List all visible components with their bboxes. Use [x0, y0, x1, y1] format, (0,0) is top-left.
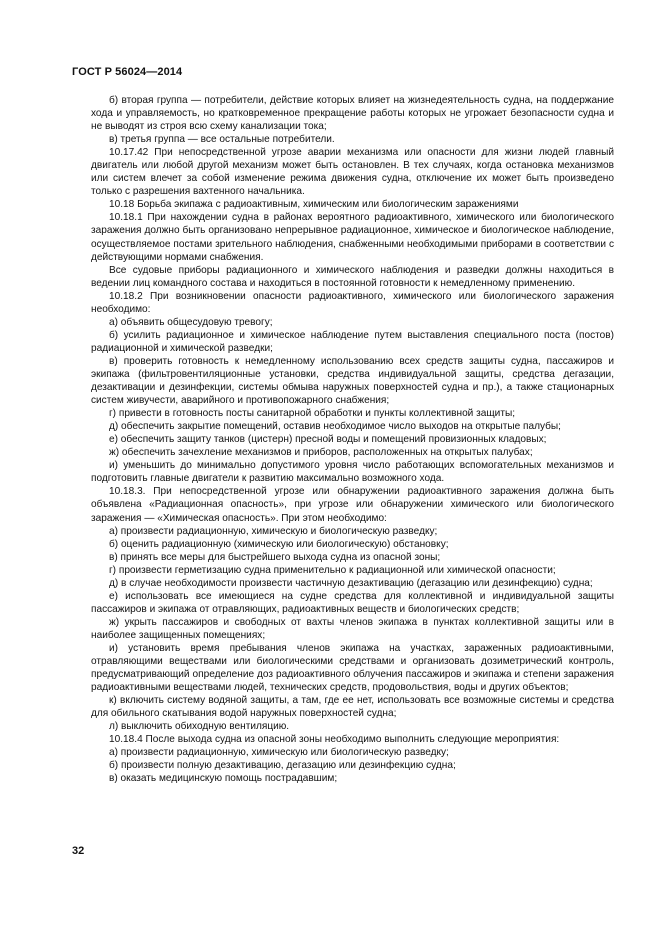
paragraph: Все судовые приборы радиационного и химического наблюдения и разведки должны находиться в ведении лиц командного состава и находиться в постоянной готовности к немедленному применению.: [91, 264, 614, 289]
standard-designation: ГОСТ Р 56024—2014: [72, 66, 183, 78]
list-item: а) произвести радиационную, химическую и биологическую разведку;: [109, 525, 438, 537]
list-item: в) принять все меры для быстрейшего выхода судна из опасной зоны;: [109, 551, 441, 563]
page-number: 32: [72, 845, 85, 857]
list-item: д) в случае необходимости произвести частичную дезактивацию (дегазацию или дезинфекцию) судна;: [109, 577, 593, 589]
list-item: ж) обеспечить зачехление механизмов и приборов, расположенных на открытых палубах;: [109, 447, 533, 459]
paragraph: 10.18.1 При нахождении судна в районах вероятного радиоактивного, химического или биологического заражения должно быть организовано непрерывное радиационное, химическое и биологическое наблюдение, осуществляемое постами зрительного наблюдения, снабженными необходимыми приборами в соответствии с действующими нормами снабжения.: [91, 212, 614, 263]
paragraph: 10.18.3. При непосредственной угрозе или обнаружении радиоактивного заражения должна быть объявлена «Радиационная опасность», при угрозе или обнаружении химического или биологического заражения — «Химическая опасность». При этом необходимо:: [91, 486, 614, 524]
list-item: г) привести в готовность посты санитарной обработки и пункты коллективной защиты;: [109, 408, 515, 420]
list-item: б) оценить радиационную (химическую или биологическую) обстановку;: [109, 538, 449, 550]
list-item: в) оказать медицинскую помощь пострадавшим;: [109, 773, 338, 785]
list-item: е) использовать все имеющиеся на судне средства для коллективной и индивидуальной защиты пассажиров и экипажа от отравляющих, радиоактивных веществ и биологических средств;: [91, 590, 614, 615]
list-item: д) обеспечить закрытие помещений, оставив необходимое число выходов на открытые палубы;: [109, 421, 561, 433]
list-item: ж) укрыть пассажиров и свободных от вахты членов экипажа в пунктах коллективной защиты или в наиболее защищенных помещениях;: [91, 616, 614, 641]
paragraph: в) третья группа — все остальные потребители.: [109, 134, 335, 146]
paragraph: 10.18.4 После выхода судна из опасной зоны необходимо выполнить следующие мероприятия:: [109, 734, 560, 746]
list-item: а) произвести радиационную, химическую или биологическую разведку;: [109, 747, 449, 759]
list-item: и) установить время пребывания членов экипажа на участках, зараженных радиоактивными, отравляющими веществами или биологическими средствами и организовать дозиметрический контроль, предусматривающий определение доз радиоактивного облучения пассажиров и экипажа и степени заражения радиоактивными веществами людей, технических средств, продовольствия, воды и других объектов;: [91, 642, 614, 694]
list-item: а) объявить общесудовую тревогу;: [109, 316, 273, 328]
paragraph: б) вторая группа — потребители, действие которых влияет на жизнедеятельность судна, на поддержание хода и управляемость, но кратковременное прекращение работы которых не угрожает безопасности судна и не выводят из строя всю схему канализации тока;: [91, 95, 614, 133]
list-item: л) выключить обиходную вентиляцию.: [109, 721, 290, 733]
document-body: [91, 94, 614, 785]
list-item: б) произвести полную дезактивацию, дегазацию или дезинфекцию судна;: [109, 760, 456, 772]
list-item: в) проверить готовность к немедленному использованию всех средств защиты судна, пассажиров и экипажа (фильтровентиляционные установки, средства индивидуальной защиты, средства дегазации, дезактивации и дезинфекции, системы обмыва наружных поверхностей судна и пр.), а также стационарных систем живучести, аварийного и противопожарного снабжения;: [91, 355, 614, 407]
paragraph: 10.17.42 При непосредственной угрозе аварии механизма или опасности для жизни людей главный двигатель или любой другой механизм может быть остановлен. В тех случаях, когда остановка механизмов или систем влечет за собой изменение режима движения судна, отключение их может быть произведено только с разрешения вахтенного начальника.: [91, 147, 614, 198]
list-item: б) усилить радиационное и химическое наблюдение путем выставления специального поста (постов) радиационной и химической разведки;: [91, 329, 614, 354]
list-item: г) произвести герметизацию судна применительно к радиационной или химической опасности;: [109, 564, 556, 576]
list-item: к) включить систему водяной защиты, а там, где ее нет, использовать все возможные системы и средства для обильного скатывания водой наружных поверхностей судна;: [91, 695, 614, 720]
section-heading: 10.18 Борьба экипажа с радиоактивным, химическим или биологическим заражениями: [109, 199, 519, 211]
list-item: е) обеспечить защиту танков (цистерн) пресной воды и помещений провизионных кладовых;: [109, 434, 547, 446]
list-item: и) уменьшить до минимально допустимого уровня число работающих вспомогательных механизмов и подготовить главные двигатели к развитию максимально возможного хода.: [91, 460, 614, 485]
paragraph: 10.18.2 При возникновении опасности радиоактивного, химического или биологического заражения необходимо:: [91, 290, 614, 315]
